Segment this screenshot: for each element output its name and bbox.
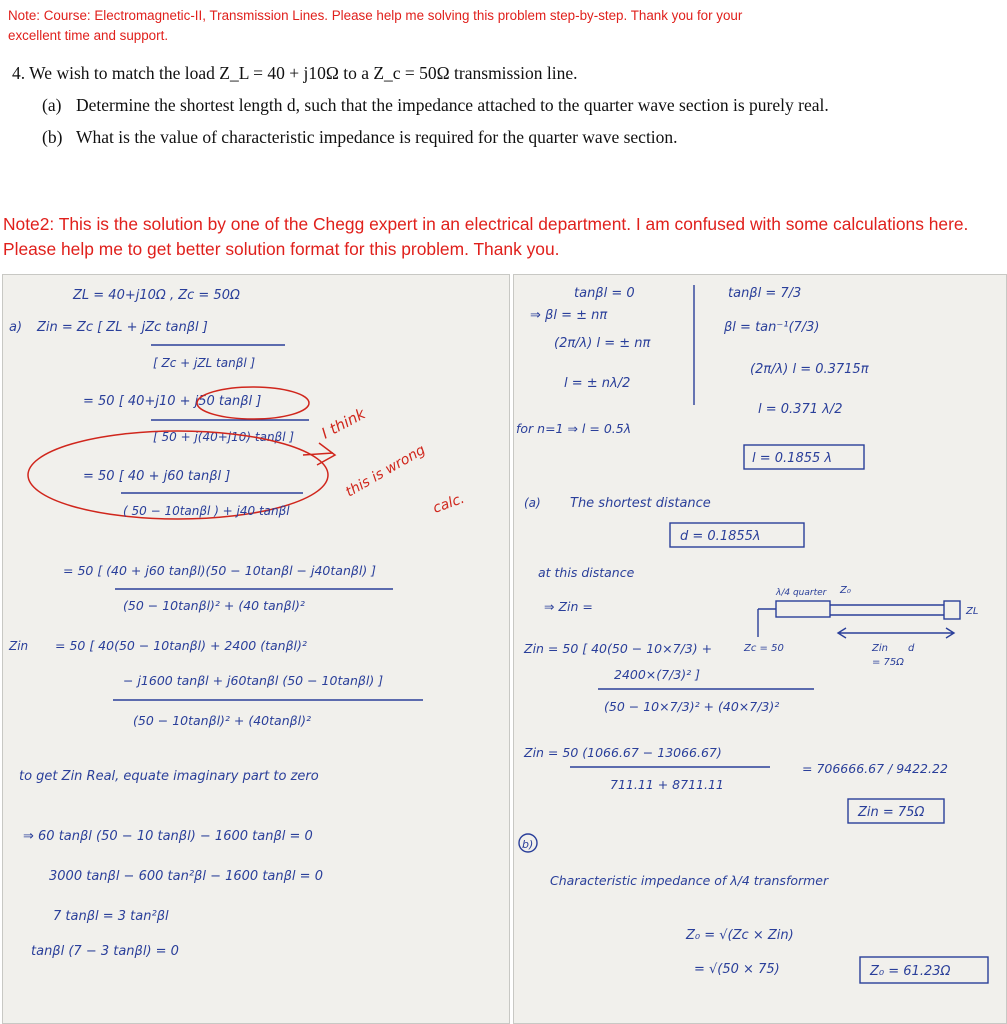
hw-z0-formula: Z₀ = √(Zc × Zin) [686,928,794,943]
diagram-zin-label: Zin [872,643,888,654]
diagram-z0-label: Z₀ [840,585,851,596]
part-b-label: (b) [42,127,63,147]
diagram-transformer-section [776,601,830,617]
diagram-zc-label: Zc = 50 [744,643,784,654]
hw-case1-n1: for n=1 ⇒ l = 0.5λ [516,421,632,436]
hw-simplify: 7 tanβl = 3 tan²βl [53,909,169,924]
hw-case2-result: l = 0.1855 λ [752,451,833,466]
part-b-text: What is the value of characteristic impedance is required for the quarter wave section. [76,127,678,147]
hw-given: ZL = 40+j10Ω , Zc = 50Ω [73,288,240,303]
hw-zin-formula: Zin = Zc [ ZL + jZc tanβl ] [37,320,208,335]
confusion-note: Note2: This is the solution by one of the Chegg expert in an electrical department. I am confused with some calculations here. Please help me to get better solution format for this problem. Thank you. [3,214,969,259]
hw-case1: tanβl = 0 [574,286,635,301]
part-a-text: Determine the shortest length d, such that the impedance attached to the quarter wave section is purely real. [76,95,829,115]
left-page-drawing [3,275,509,1023]
hw-zin-answer: Zin = 75Ω [858,805,925,820]
annotation-i-think: I think [318,404,369,443]
problem-statement [12,62,832,158]
right-page-drawing [514,275,1006,1023]
hw-step5-den: (50 − 10tanβl)² + (40tanβl)² [133,713,311,728]
hw-step3: = 50 [ 40 + j60 tanβl ] [83,469,231,484]
annotation-calc: calc. [430,490,467,517]
hw-case2-step1: βl = tan⁻¹(7/3) [724,320,820,335]
hw-case1-step2: (2π/λ) l = ± nπ [554,336,651,351]
diagram-load [944,601,960,619]
handwritten-solution-right [513,274,1007,1024]
hw-step3-den: ( 50 − 10tanβl ) + j40 tanβl [123,504,290,518]
hw-step2: = 50 [ 40+j10 + j50 tanβl ] [83,394,262,409]
hw-zin-numeric-den: 711.11 + 8711.11 [610,777,724,792]
hw-case2-step2: (2π/λ) l = 0.3715π [750,362,869,377]
problem-part-a [42,94,832,116]
diagram-zin-value: = 75Ω [872,657,904,668]
hw-factor: tanβl (7 − 3 tanβl) = 0 [31,944,179,959]
quarter-wave-diagram [743,585,978,668]
hw-shortest: The shortest distance [570,496,711,511]
hw-char-impedance: Characteristic impedance of λ/4 transformer [550,873,829,888]
hw-step5: = 50 [ 40(50 − 10tanβl) + 2400 (tanβl)² [55,638,307,653]
hw-zin-at-d: ⇒ Zin = [544,599,593,614]
diagram-zl-label: ZL [966,606,979,617]
hw-part-a-mark: (a) [524,496,541,510]
hw-zin-denominator: [ Zc + jZL tanβl ] [153,356,256,370]
red-arrow [303,443,335,465]
hw-z0-answer: Z₀ = 61.23Ω [870,964,951,979]
hw-step2-den: [ 50 + j(40+j10) tanβl ] [153,430,295,444]
hw-step4: = 50 [ (40 + j60 tanβl)(50 − 10tanβl − j40tanβl) ] [63,563,377,578]
hw-case1-step3: l = ± nλ/2 [564,376,631,391]
request-note: Note: Course: Electromagnetic-II, Transmission Lines. Please help me solving this problem step-by-step. Thank you for your excellent time and support. [8,8,743,43]
hw-zin-division: = 706666.67 / 9422.22 [802,761,948,776]
hw-zin-sub: Zin = 50 [ 40(50 − 10×7/3) + [524,641,713,656]
hw-expand: 3000 tanβl − 600 tan²βl − 1600 tanβl = 0 [49,869,323,884]
hw-zin-label: Zin [9,639,29,653]
hw-part-a-label: a) [9,320,23,335]
annotation-wrong: this is wrong [343,442,429,501]
hw-zin-sub-b: 2400×(7/3)² ] [614,667,701,682]
part-a-label: (a) [42,95,62,115]
problem-intro: 4. We wish to match the load Z_L = 40 + j10Ω to a Z_c = 50Ω transmission line. [12,63,578,83]
handwritten-solution-left [2,274,510,1024]
hw-part-b-label: b) [522,838,534,851]
hw-step5b: − j1600 tanβl + j60tanβl (50 − 10tanβl) ] [123,673,384,688]
hw-case2-step3: l = 0.371 λ/2 [758,402,843,417]
hw-case1-step1: ⇒ βl = ± nπ [530,308,608,323]
hw-z0-sub: = √(50 × 75) [694,962,780,977]
hw-step4-den: (50 − 10tanβl)² + (40 tanβl)² [123,598,305,613]
hw-zin-sub-den: (50 − 10×7/3)² + (40×7/3)² [604,699,780,714]
diagram-d-arrow [838,628,954,638]
hw-d-answer: d = 0.1855λ [680,529,761,544]
hw-zin-numeric: Zin = 50 (1066.67 − 13066.67) [524,745,722,760]
hw-case2: tanβl = 7/3 [728,286,802,301]
diagram-quarter-label: λ/4 quarter [776,588,827,598]
problem-part-b [42,126,832,148]
hw-condition: to get Zin Real, equate imaginary part to zero [19,769,319,784]
diagram-d-label: d [908,643,915,654]
hw-imag-eq: ⇒ 60 tanβl (50 − 10 tanβl) − 1600 tanβl = 0 [23,829,313,844]
hw-at-distance: at this distance [538,565,635,580]
